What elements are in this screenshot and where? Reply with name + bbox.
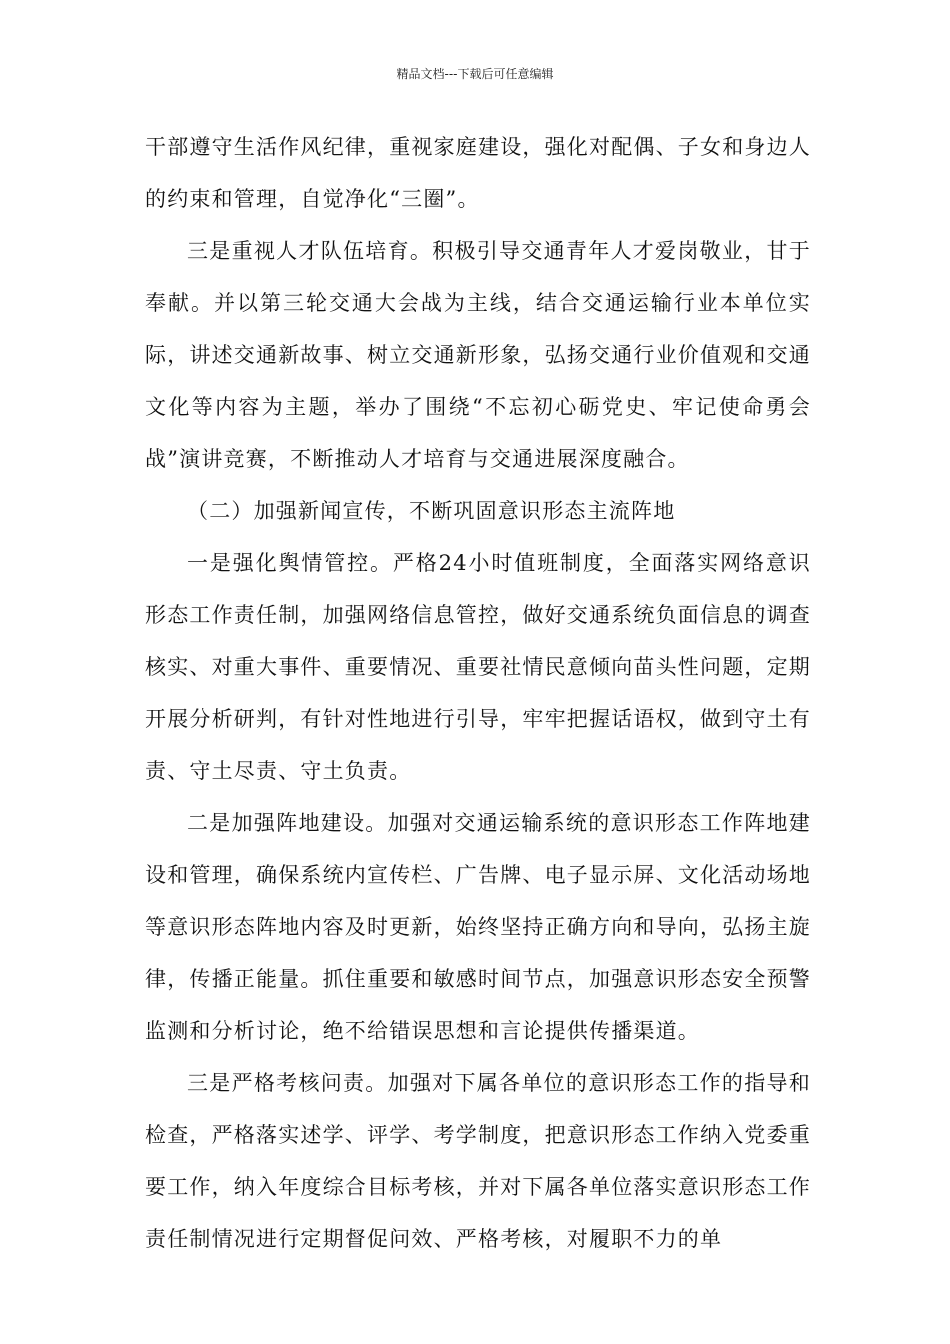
document-body: [145, 121, 811, 1265]
paragraph-public-opinion: 一是强化舆情管控。严格24小时值班制度，全面落实网络意识形态工作责任制，加强网络信息管控，做好交通系统负面信息的调查核实、对重大事件、重要情况、重要社情民意倾向苗头性问题，定期开展分析研判，有针对性地进行引导，牢牢把握话语权，做到守土有责、守土尽责、守土负责。: [145, 551, 811, 783]
section-heading: （二）加强新闻宣传，不断巩固意识形态主流阵地: [187, 499, 676, 523]
page-header: 精品文档---下载后可任意编辑: [396, 67, 554, 81]
paragraph-position-building: 二是加强阵地建设。加强对交通运输系统的意识形态工作阵地建设和管理，确保系统内宣传栏、广告牌、电子显示屏、文化活动场地等意识形态阵地内容及时更新，始终坚持正确方向和导向，弘扬主旋律，传播正能量。抓住重要和敏感时间节点，加强意识形态安全预警监测和分析讨论，绝不给错误思想和言论提供传播渠道。: [145, 811, 811, 1043]
paragraph-talent-cultivation: 三是重视人才队伍培育。积极引导交通青年人才爱岗敬业，甘于奉献。并以第三轮交通大会战为主线，结合交通运输行业本单位实际，讲述交通新故事、树立交通新形象，弘扬交通行业价值观和交通文化等内容为主题，举办了围绕“不忘初心砺党史、牢记使命勇会战”演讲竞赛，不断推动人才培育与交通进展深度融合。: [145, 239, 811, 471]
paragraph-continuation: 干部遵守生活作风纪律，重视家庭建设，强化对配偶、子女和身边人的约束和管理，自觉净化“三圈”。: [145, 135, 811, 211]
paragraph-assessment: 三是严格考核问责。加强对下属各单位的意识形态工作的指导和检查，严格落实述学、评学、考学制度，把意识形态工作纳入党委重要工作，纳入年度综合目标考核，并对下属各单位落实意识形态工作责任制情况进行定期督促问效、严格考核，对履职不力的单: [145, 1071, 811, 1251]
